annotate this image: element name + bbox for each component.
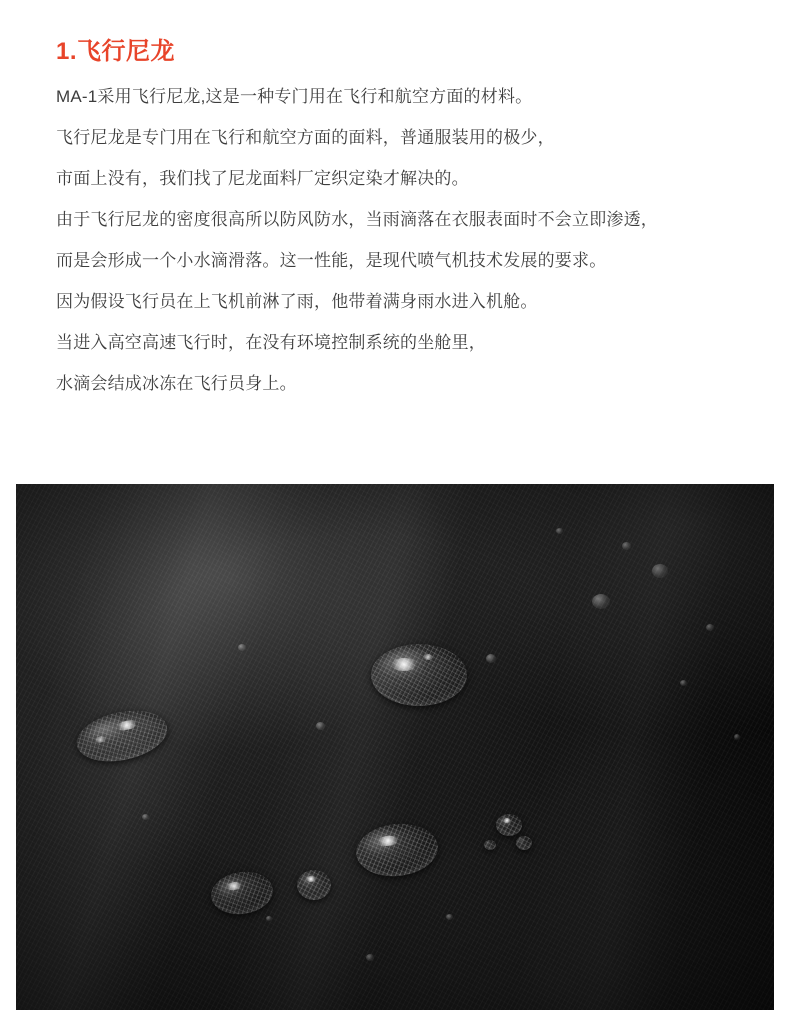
article-body <box>56 80 746 408</box>
fabric-fold-highlight <box>488 484 754 1010</box>
water-droplet <box>297 870 331 900</box>
water-mist-speck <box>706 624 714 631</box>
water-mist-speck <box>556 528 563 534</box>
paragraph-line: 飞行尼龙是专门用在飞行和航空方面的面料，普通服装用的极少， <box>56 128 555 147</box>
water-mist-speck <box>592 594 610 609</box>
fabric-fold-highlight <box>16 484 309 1010</box>
water-droplet <box>496 814 522 836</box>
water-mist-speck <box>316 722 325 730</box>
water-droplet <box>72 703 172 769</box>
paragraph-line: 水滴会结成冰冻在飞行员身上。 <box>56 374 297 393</box>
water-mist-speck <box>486 654 496 663</box>
page-title: 1.飞行尼龙 <box>56 38 176 66</box>
paragraph-line: MA-1采用飞行尼龙,这是一种专门用在飞行和航空方面的材料。 <box>56 87 533 106</box>
water-mist-speck <box>652 564 668 578</box>
water-droplet <box>484 840 496 850</box>
fabric-surface <box>16 484 774 1010</box>
water-droplet <box>516 836 532 850</box>
water-mist-speck <box>142 814 149 820</box>
water-mist-speck <box>366 954 374 961</box>
paragraph-line: 当进入高空高速飞行时，在没有环境控制系统的坐舱里， <box>56 333 486 352</box>
fabric-photo <box>16 484 774 1010</box>
water-droplet <box>371 644 467 706</box>
water-mist-speck <box>734 734 740 740</box>
water-droplet <box>208 868 275 918</box>
fabric-fold-highlight <box>191 484 492 1010</box>
water-droplet <box>354 820 441 880</box>
paragraph-line: 市面上没有，我们找了尼龙面料厂定织定染才解决的。 <box>56 169 469 188</box>
paragraph-line: 因为假设飞行员在上飞机前淋了雨，他带着满身雨水进入机舱。 <box>56 292 538 311</box>
paragraph-line: 由于飞行尼龙的密度很高所以防风防水，当雨滴落在衣服表面时不会立即渗透， <box>56 210 658 229</box>
water-mist-speck <box>446 914 453 920</box>
water-mist-speck <box>266 916 272 921</box>
water-mist-speck <box>680 680 687 686</box>
water-mist-speck <box>238 644 246 651</box>
water-mist-speck <box>622 542 631 550</box>
paragraph-line: 而是会形成一个小水滴滑落。这一性能，是现代喷气机技术发展的要求。 <box>56 251 607 270</box>
